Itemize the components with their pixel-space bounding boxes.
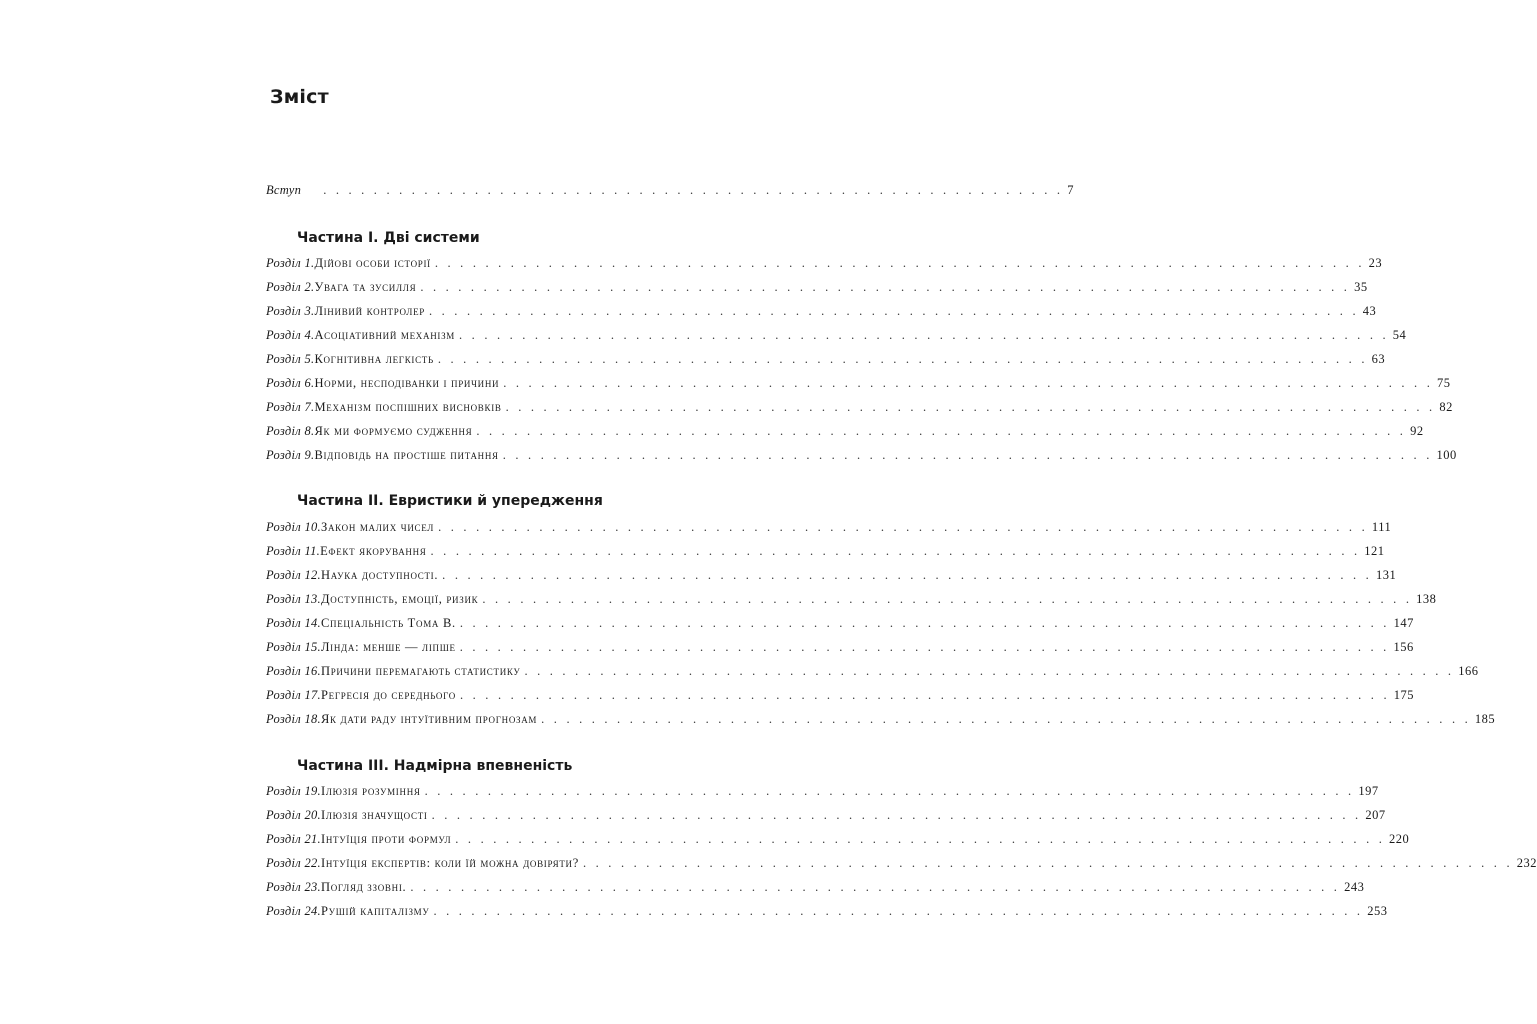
page-number: 54 [1392,328,1407,342]
toc-entry[interactable] [266,592,1437,612]
page-number: 147 [1393,616,1414,630]
chapter-number: Розділ 9. [266,448,315,462]
chapter-number: Розділ 23. [266,880,321,894]
leader-dots: . . . . . . . . . . . . . . . . . . . . . . . . . . . . . . . . . . . . . . . . . . . . . . . . . . . . . . . . . . . . . . . . . . . . . . . . . . [503,376,1434,390]
page-number: 253 [1367,904,1388,918]
chapter-title: Лінда: менше — ліпше [320,640,456,654]
leader-dots: . . . . . . . . . . . . . . . . . . . . . . . . . . . . . . . . . . . . . . . . . . . . . . . . . . . . . . . . . . . . . . . . . . . . . . . . . . [459,640,1390,654]
toc-entry[interactable] [266,544,1385,564]
toc-entry[interactable] [266,784,1379,804]
leader-dots: . . . . . . . . . . . . . . . . . . . . . . . . . . . . . . . . . . . . . . . . . . . . . . . . . . . . . . . . . . . . . . . . . . . . . . . . . . [437,352,1368,366]
chapter-number: Розділ 2. [266,280,315,294]
part-heading: Частина ІІІ. Надмірна впевненість [297,758,573,774]
chapter-title: Спеціальність Тома В. [320,616,456,630]
chapter-title: Ілюзія розуміння [320,784,421,798]
chapter-title: Норми, несподіванки і причини [314,376,500,390]
chapter-number: Розділ 18. [266,712,321,726]
chapter-number: Розділ 14. [266,616,321,630]
toc-entry[interactable] [266,256,1383,276]
chapter-title: Доступність, емоції, ризик [320,592,479,606]
chapter-number: Розділ 21. [266,832,321,846]
toc-entry[interactable] [266,520,1392,540]
leader-dots: . . . . . . . . . . . . . . . . . . . . . . . . . . . . . . . . . . . . . . . . . . . . . . . . . . . . . . . . . . . . . . . . . . . . . . . . . . [476,424,1407,438]
page-number: 100 [1436,448,1457,462]
part-heading: Частина І. Дві системи [297,230,480,246]
page-number: 82 [1439,400,1453,414]
leader-dots: . . . . . . . . . . . . . . . . . . . . . . . . . . . . . . . . . . . . . . . . . . . . . . . . . . . . . . . . . . . [323,183,1064,197]
chapter-number: Розділ 8. [266,424,315,438]
chapter-number: Розділ 20. [266,808,321,822]
page-number: 131 [1375,568,1397,582]
toc-entry[interactable] [266,280,1368,300]
chapter-number: Розділ 4. [266,328,315,342]
chapter-title: Закон малих чисел [320,520,435,534]
toc-entry[interactable] [266,424,1424,444]
toc-entry[interactable] [266,328,1407,348]
leader-dots: . . . . . . . . . . . . . . . . . . . . . . . . . . . . . . . . . . . . . . . . . . . . . . . . . . . . . . . . . . . . . . . . . . . . . . . . . . [420,280,1351,294]
chapter-title: Погляд ззовні. [320,880,407,894]
leader-dots: . . . . . . . . . . . . . . . . . . . . . . . . . . . . . . . . . . . . . . . . . . . . . . . . . . . . . . . . . . . . . . . . . . . . . . . . . . [459,328,1389,342]
chapter-number: Розділ 11. [266,544,321,558]
chapter-number: Розділ 6. [266,376,315,390]
chapter-title: Відповідь на простіше питання [314,448,499,462]
leader-dots: . . . . . . . . . . . . . . . . . . . . . . . . . . . . . . . . . . . . . . . . . . . . . . . . . . . . . . . . . . . . . . . . . . . . . . . . . . [482,592,1413,606]
leader-dots: . . . . . . . . . . . . . . . . . . . . . . . . . . . . . . . . . . . . . . . . . . . . . . . . . . . . . . . . . . . . . . . . . . . . . . . . . . [455,832,1386,846]
page-number: 220 [1389,832,1410,846]
chapter-number: Розділ 5. [266,352,315,366]
page-number: 35 [1354,280,1368,294]
toc-entry[interactable] [266,448,1457,468]
chapter-number: Розділ 13. [266,592,321,606]
toc-entry[interactable] [266,688,1415,708]
leader-dots: . . . . . . . . . . . . . . . . . . . . . . . . . . . . . . . . . . . . . . . . . . . . . . . . . . . . . . . . . . . . . . . . . . . . . . . . . . [502,448,1433,462]
toc-entry[interactable] [266,400,1453,420]
chapter-title: Регресія до середнього [320,688,456,702]
toc-entry-intro[interactable] [266,183,1074,203]
chapter-number: Розділ 22. [266,856,321,870]
chapter-number: Розділ 15. [266,640,321,654]
part-heading: Частина ІІ. Евристики й упередження [297,493,603,509]
page-number: 156 [1393,640,1414,654]
chapter-title: Механізм поспішних висновків [314,400,502,414]
chapter-number: Розділ 7. [266,400,315,414]
leader-dots: . . . . . . . . . . . . . . . . . . . . . . . . . . . . . . . . . . . . . . . . . . . . . . . . . . . . . . . . . . . . . . . . . . . . . . . . . . [524,664,1455,678]
page-number: 111 [1371,520,1392,534]
toc-entry[interactable] [266,352,1386,372]
chapter-title: Інтуїція експертів: коли їй можна довіряти? [320,856,579,870]
chapter-number: Розділ 17. [266,688,321,702]
chapter-title: Рушій капіталізму [320,904,430,918]
leader-dots: . . . . . . . . . . . . . . . . . . . . . . . . . . . . . . . . . . . . . . . . . . . . . . . . . . . . . . . . . . . . . . . . . . . . . . . . . . [424,784,1355,798]
chapter-title: Дійові особи історії [314,256,431,270]
page-number: 7 [1067,183,1074,197]
chapter-title: Ілюзія значущості [320,808,428,822]
page-number: 197 [1358,784,1379,798]
chapter-number: Розділ 16. [266,664,321,678]
chapter-number: Розділ 3. [266,304,315,318]
chapter-number: Розділ 12. [266,568,321,582]
chapter-number: Розділ 24. [266,904,321,918]
toc-entry[interactable] [266,640,1414,660]
page-number: 166 [1458,664,1479,678]
page-number: 175 [1393,688,1415,702]
toc-entry[interactable] [266,712,1496,732]
chapter-title: Як ми формуємо судження [314,424,473,438]
leader-dots: . . . . . . . . . . . . . . . . . . . . . . . . . . . . . . . . . . . . . . . . . . . . . . . . . . . . . . . . . . . . . . . . . . . . . . . . . . [434,256,1365,270]
chapter-title: Інтуїція проти формул [320,832,452,846]
leader-dots: . . . . . . . . . . . . . . . . . . . . . . . . . . . . . . . . . . . . . . . . . . . . . . . . . . . . . . . . . . . . . . . . . . . . . . . . . . [583,856,1513,870]
chapter-number: Розділ 10. [266,520,321,534]
leader-dots: . . . . . . . . . . . . . . . . . . . . . . . . . . . . . . . . . . . . . . . . . . . . . . . . . . . . . . . . . . . . . . . . . . . . . . . . . . [442,568,1372,582]
leader-dots: . . . . . . . . . . . . . . . . . . . . . . . . . . . . . . . . . . . . . . . . . . . . . . . . . . . . . . . . . . . . . . . . . . . . . . . . . . [505,400,1436,414]
chapter-title: Як дати раду інтуїтивним прогнозам [320,712,538,726]
page-number: 75 [1437,376,1451,390]
leader-dots: . . . . . . . . . . . . . . . . . . . . . . . . . . . . . . . . . . . . . . . . . . . . . . . . . . . . . . . . . . . . . . . . . . . . . . . . . . [429,304,1359,318]
chapter-title: Увага та зусилля [314,280,417,294]
chapter-title: Когнітивна легкість [314,352,434,366]
page-number: 207 [1365,808,1386,822]
leader-dots: . . . . . . . . . . . . . . . . . . . . . . . . . . . . . . . . . . . . . . . . . . . . . . . . . . . . . . . . . . . . . . . . . . . . . . . . . . [431,808,1362,822]
chapter-title: Наука доступності. [320,568,439,582]
chapter-title: Ефект якорування [320,544,427,558]
toc-entry[interactable] [266,904,1388,924]
page-number: 63 [1371,352,1386,366]
toc-entry[interactable] [266,808,1386,828]
leader-dots: . . . . . . . . . . . . . . . . . . . . . . . . . . . . . . . . . . . . . . . . . . . . . . . . . . . . . . . . . . . . . . . . . . . . . . . . . . [459,616,1390,630]
page-number: 23 [1368,256,1383,270]
chapter-title: Лінивий контролер [314,304,425,318]
page-title: Зміст [270,86,329,108]
leader-dots: . . . . . . . . . . . . . . . . . . . . . . . . . . . . . . . . . . . . . . . . . . . . . . . . . . . . . . . . . . . . . . . . . . . . . . . . . . [541,712,1471,726]
leader-dots: . . . . . . . . . . . . . . . . . . . . . . . . . . . . . . . . . . . . . . . . . . . . . . . . . . . . . . . . . . . . . . . . . . . . . . . . . . [410,880,1341,894]
leader-dots: . . . . . . . . . . . . . . . . . . . . . . . . . . . . . . . . . . . . . . . . . . . . . . . . . . . . . . . . . . . . . . . . . . . . . . . . . . [430,544,1361,558]
chapter-number: Розділ 19. [266,784,321,798]
toc-entry[interactable] [266,568,1397,588]
chapter-number: Розділ 1. [266,256,315,270]
leader-dots: . . . . . . . . . . . . . . . . . . . . . . . . . . . . . . . . . . . . . . . . . . . . . . . . . . . . . . . . . . . . . . . . . . . . . . . . . . [433,904,1364,918]
toc-entry[interactable] [266,880,1365,900]
chapter-title: Асоціативний механізм [314,328,456,342]
toc-entry[interactable] [266,832,1410,852]
leader-dots: . . . . . . . . . . . . . . . . . . . . . . . . . . . . . . . . . . . . . . . . . . . . . . . . . . . . . . . . . . . . . . . . . . . . . . . . . . [460,688,1390,702]
page-number: 243 [1344,880,1365,894]
toc-entry[interactable] [266,616,1414,636]
page-number: 121 [1364,544,1385,558]
toc-entry[interactable] [266,376,1451,396]
leader-dots: . . . . . . . . . . . . . . . . . . . . . . . . . . . . . . . . . . . . . . . . . . . . . . . . . . . . . . . . . . . . . . . . . . . . . . . . . . [438,520,1368,534]
page-number: 232 [1516,856,1537,870]
page-number: 138 [1416,592,1437,606]
page-number: 43 [1362,304,1377,318]
intro-label: Вступ [266,183,302,197]
toc-entry[interactable] [266,856,1537,876]
page-number: 92 [1410,424,1424,438]
page-number: 185 [1474,712,1496,726]
toc-entry[interactable] [266,304,1377,324]
chapter-title: Причини перемагають статистику [320,664,521,678]
toc-entry[interactable] [266,664,1479,684]
